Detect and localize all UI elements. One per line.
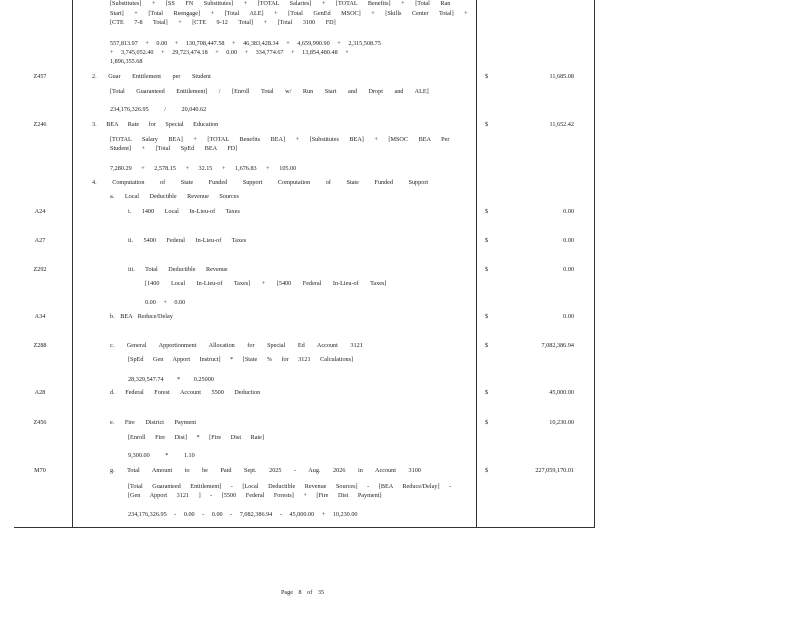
subsection-heading: a. Local Deductible Revenue Sources [110,193,239,200]
page-number: Page 8 of 35 [280,589,325,596]
row-amount: 10,230.00 [549,419,574,426]
values-text: 7,280.29 + 2,578.15 + 32.15 + 1,676.83 + 105.00 [110,165,297,172]
column-divider-amount [476,0,477,528]
dollar-sign: $ [485,313,489,320]
values-text: 1,896,355.68 [110,58,143,65]
values-text: + 3,745,052.40 + 29,723,474.18 + 0.00 + 334,774.67 + 13,854,480.48 + [110,49,349,56]
dollar-sign: $ [485,208,489,215]
formula-text: [CTE 7-8 Total] + [CTE 9-12 Total] + [Total 3100 FD] [110,19,336,26]
row-label: iii. Total Deductible Revenue [128,266,228,273]
row-label: ii. 5400 Federal In-Lieu-of Taxes [128,237,247,244]
row-code: Z292 [33,266,47,273]
formula-text: [TOTAL Salary BEA] + [TOTAL Benefits BEA] + [Substitutes BEA] + [MSOC BEA Per Student] + [Total SpEd BEA FD] [110,136,450,152]
dollar-sign: $ [485,266,489,273]
row-amount: 11,652.42 [549,121,574,128]
values-text: 9,300.00 * 1.10 [128,452,195,459]
values-text: 557,813.97 + 0.00 + 130,708,447.58 + 46,383,428.34 + 4,659,990.90 + 2,315,508.75 [110,40,381,47]
dollar-sign: $ [485,419,489,426]
values-text: 0.00 + 0.00 [145,299,186,306]
row-label: g. Total Amount to be Paid Sept. 2025 - Aug. 2026 in Account 3100 [110,467,421,474]
values-text: 28,329,547.74 * 0.25000 [128,376,214,383]
row-amount: 7,082,386.94 [541,342,574,349]
row-label: b. BEA Reduce/Delay [110,313,173,320]
formula-text: [SpEd Gen Apport Instruct] * [State % for 3121 Calculations] [128,356,354,363]
formula-text: Start] + [Total Reengage] + [Total ALE] + [Total GenEd MSOC] + [Skills Center Total] + [110,10,468,17]
values-text: 234,176,326.95 - 0.00 - 0.00 - 7,082,386.94 - 45,000.00 + 10,230.00 [128,511,358,518]
column-divider-code [72,0,73,528]
row-amount: 0.00 [563,266,574,273]
row-code: Z246 [33,121,47,128]
row-amount: 0.00 [563,237,574,244]
row-code: A27 [34,237,46,244]
row-amount: 0.00 [563,313,574,320]
row-code: A28 [34,389,46,396]
formula-text: [Total Guaranteed Entitlement] / [Enroll Total w/ Run Start and Dropt and ALE] [110,88,429,95]
row-label: e. Fire District Payment [110,419,197,426]
dollar-sign: $ [485,342,489,349]
row-label: d. Federal Forest Account 5500 Deduction [110,389,261,396]
row-code: Z457 [33,73,47,80]
row-amount: 45,000.00 [549,389,574,396]
row-code: M70 [34,467,46,474]
table-right-border [594,0,595,528]
dollar-sign: $ [485,389,489,396]
formula-text: [1400 Local In-Lieu-of Taxes] + [5400 Federal In-Lieu-of Taxes] [145,280,387,287]
formula-text: [Enroll Fire Dist] * [Fire Dist Rate] [128,434,264,441]
row-label: c. General Apportionment Allocation for Special Ed Account 3121 [110,342,363,349]
row-code: A34 [34,313,46,320]
row-amount: 227,059,170.01 [535,467,574,474]
row-code: Z288 [33,342,47,349]
dollar-sign: $ [485,467,489,474]
row-amount: 11,685.08 [549,73,574,80]
row-label: 2. Guar Entitlement per Student [92,73,211,80]
values-text: 234,176,326.95 / 20,040.62 [110,106,207,113]
formula-text: [Substitutes] + [SS FN Substitutes] + [TOTAL Salaries] + [TOTAL Benefits] + [Total Ran [110,0,451,7]
dollar-sign: $ [485,121,489,128]
dollar-sign: $ [485,73,489,80]
section-heading: 4. Computation of State Funded Support Computation of State Funded Support [92,179,429,186]
row-code: A24 [34,208,46,215]
row-label: 3. BEA Rate for Special Education [92,121,219,128]
formula-text: [Total Guaranteed Entitlement] - [Local Deductible Revenue Sources] - [BEA Reduce/Delay] - [Gen Apport 3121 ] - [5500 Federal Forests] + [Fire Dist Payment] [128,483,452,499]
table-bottom-border [14,527,595,528]
row-amount: 0.00 [563,208,574,215]
row-label: i. 1400 Local In-Lieu-of Taxes [128,208,240,215]
dollar-sign: $ [485,237,489,244]
row-code: Z456 [33,419,47,426]
